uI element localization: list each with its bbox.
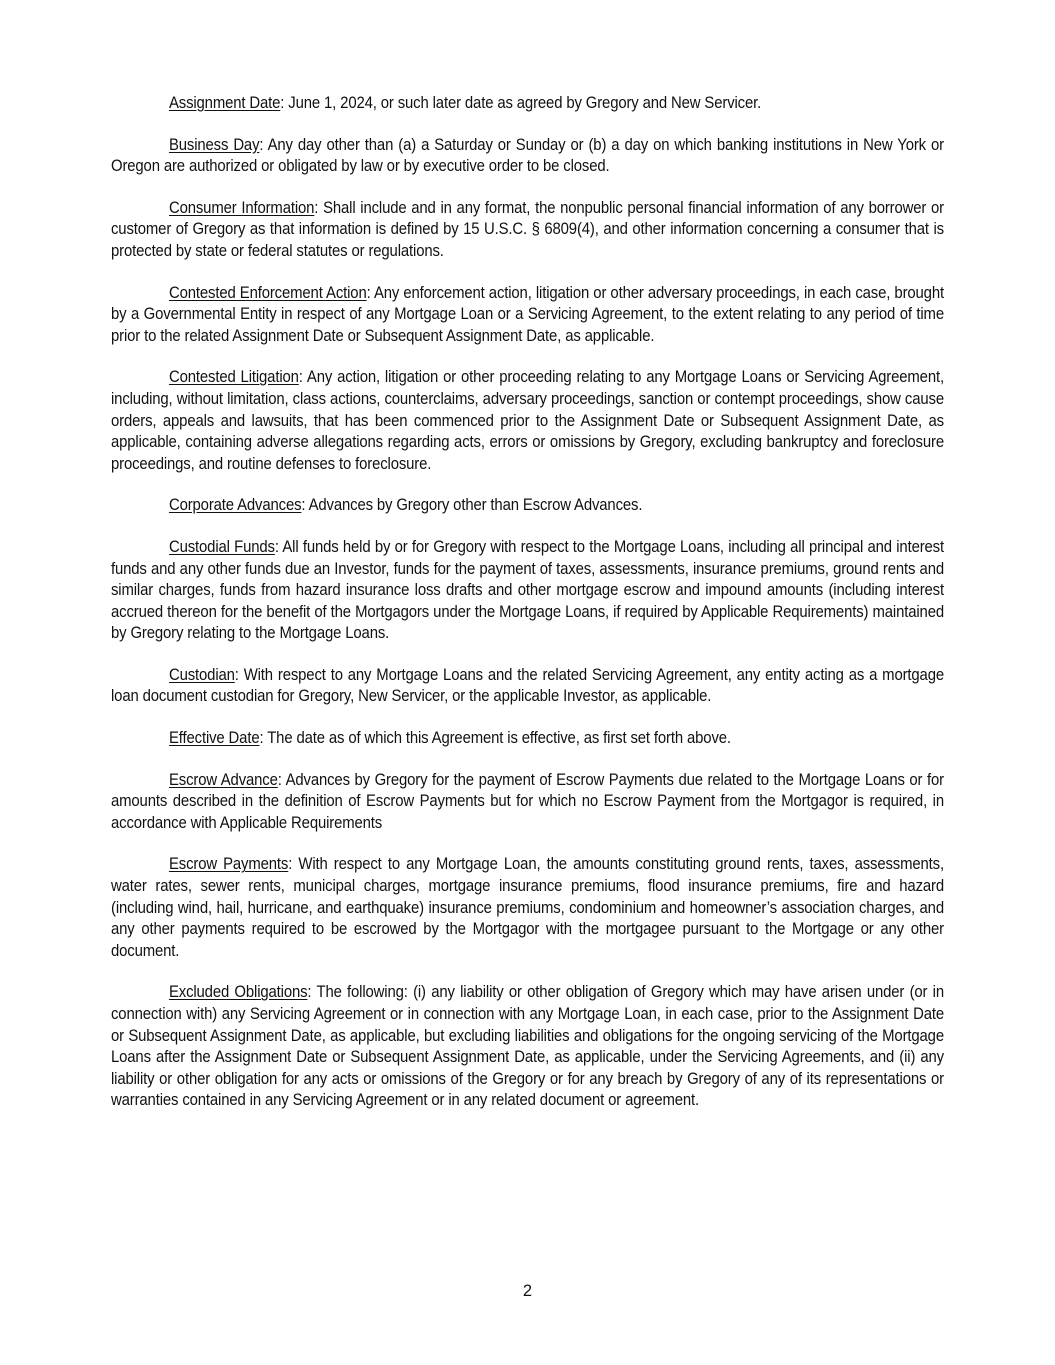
defined-term: Consumer Information	[168, 198, 315, 217]
definition-escrow-payments	[111, 854, 944, 962]
defined-term: Contested Enforcement Action	[168, 283, 367, 302]
defined-term: Excluded Obligations	[168, 983, 308, 1002]
defined-term: Custodian	[168, 665, 235, 684]
definition-text: : Any enforcement action, litigation or other adversary proceedings, in each case, brought by a Governmental Entity in respect of any Mortgage Loan or a Servicing Agreement, to the extent relating to any period of time prior to the related Assignment Date or Subsequent Assignment Date, as applicable.	[111, 283, 944, 345]
defined-term: Escrow Advance	[168, 770, 278, 789]
defined-term: Escrow Payments	[168, 855, 289, 874]
definition-text: : Any action, litigation or other proceeding relating to any Mortgage Loans or Servicing Agreement, including, without limitation, class actions, counterclaims, adversary proceedings, sanction or contempt proceedings, show cause orders, appeals and lawsuits, that has been commenced prior to the Assignment Date or Subsequent Assignment Date, as applicable, containing adverse allegations regarding acts, errors or omissions by Gregory, excluding bankruptcy and foreclosure proceedings, and routine defenses to foreclosure.	[111, 368, 944, 473]
definition-effective-date	[111, 728, 944, 750]
defined-term: Business Day	[168, 135, 260, 154]
definition-consumer-information	[111, 198, 944, 263]
definition-text: : The date as of which this Agreement is effective, as first set forth above.	[259, 729, 731, 748]
definition-contested-enforcement-action	[111, 283, 944, 348]
definition-assignment-date	[111, 93, 944, 115]
definition-text: : Advances by Gregory for the payment of Escrow Payments due related to the Mortgage Loans or for amounts described in the definition of Escrow Payments but for which no Escrow Payment from the Mortgagor is required, in accordance with Applicable Requirements	[111, 770, 944, 832]
definition-text: : Any day other than (a) a Saturday or Sunday or (b) a day on which banking institutions in New York or Oregon are authorized or obligated by law or by executive order to be closed.	[111, 135, 944, 176]
definition-text: : All funds held by or for Gregory with respect to the Mortgage Loans, including all principal and interest funds and any other funds due an Investor, funds for the payment of taxes, assessments, insurance premiums, ground rents and similar charges, funds from hazard insurance loss drafts and other mortgage escrow and impound amounts (including interest accrued thereon for the benefit of the Mortgagors under the Mortgage Loans, if required by Applicable Requirements) maintained by Gregory relating to the Mortgage Loans.	[111, 537, 944, 643]
definition-text: : The following: (i) any liability or other obligation of Gregory which may have arisen under (or in connection with) any Servicing Agreement or in connection with any Mortgage Loan, in each case, prior to the Assignment Date or Subsequent Assignment Date, as applicable, but excluding liabilities and obligations for the ongoing servicing of the Mortgage Loans after the Assignment Date or Subsequent Assignment Date, as applicable, under the Servicing Agreements, and (ii) any liability or other obligation for any acts or omissions of the Gregory or for any breach by Gregory of any of its representations or warranties contained in any Servicing Agreement or in any related document or agreement.	[111, 983, 945, 1110]
definition-text: : June 1, 2024, or such later date as agreed by Gregory and New Servicer.	[280, 94, 762, 112]
defined-term: Assignment Date	[168, 94, 281, 112]
page-number: 2	[522, 1282, 533, 1300]
document-page	[111, 93, 944, 1132]
defined-term: Effective Date	[168, 729, 260, 748]
definition-text: : Shall include and in any format, the nonpublic personal financial information of any borrower or customer of Gregory as that information is defined by 15 U.S.C. § 6809(4), and other information concerning a consumer that is protected by state or federal statutes or regulations.	[111, 198, 944, 260]
defined-term: Contested Litigation	[168, 368, 299, 387]
defined-term: Corporate Advances	[168, 496, 302, 515]
definition-custodian	[111, 665, 944, 708]
definition-contested-litigation	[111, 367, 944, 475]
definition-corporate-advances	[111, 495, 944, 517]
definition-text: : Advances by Gregory other than Escrow Advances.	[301, 496, 643, 515]
defined-term: Custodial Funds	[168, 537, 275, 556]
definition-excluded-obligations	[111, 982, 944, 1112]
definition-text: : With respect to any Mortgage Loans and the related Servicing Agreement, any entity acting as a mortgage loan document custodian for Gregory, New Servicer, or the applicable Investor, as applicable.	[111, 665, 944, 706]
definition-business-day	[111, 135, 944, 178]
definition-escrow-advance	[111, 770, 944, 835]
definition-text: : With respect to any Mortgage Loan, the amounts constituting ground rents, taxes, assessments, water rates, sewer rents, municipal charges, mortgage insurance premiums, flood insurance premiums, fire and hazard (including wind, hail, hurricane, and earthquake) insurance premiums, condominium and homeowner’s association charges, and any other payments required to be escrowed by the Mortgagor with the mortgagee pursuant to the Mortgage or any other document.	[111, 855, 944, 960]
definition-custodial-funds	[111, 537, 944, 645]
